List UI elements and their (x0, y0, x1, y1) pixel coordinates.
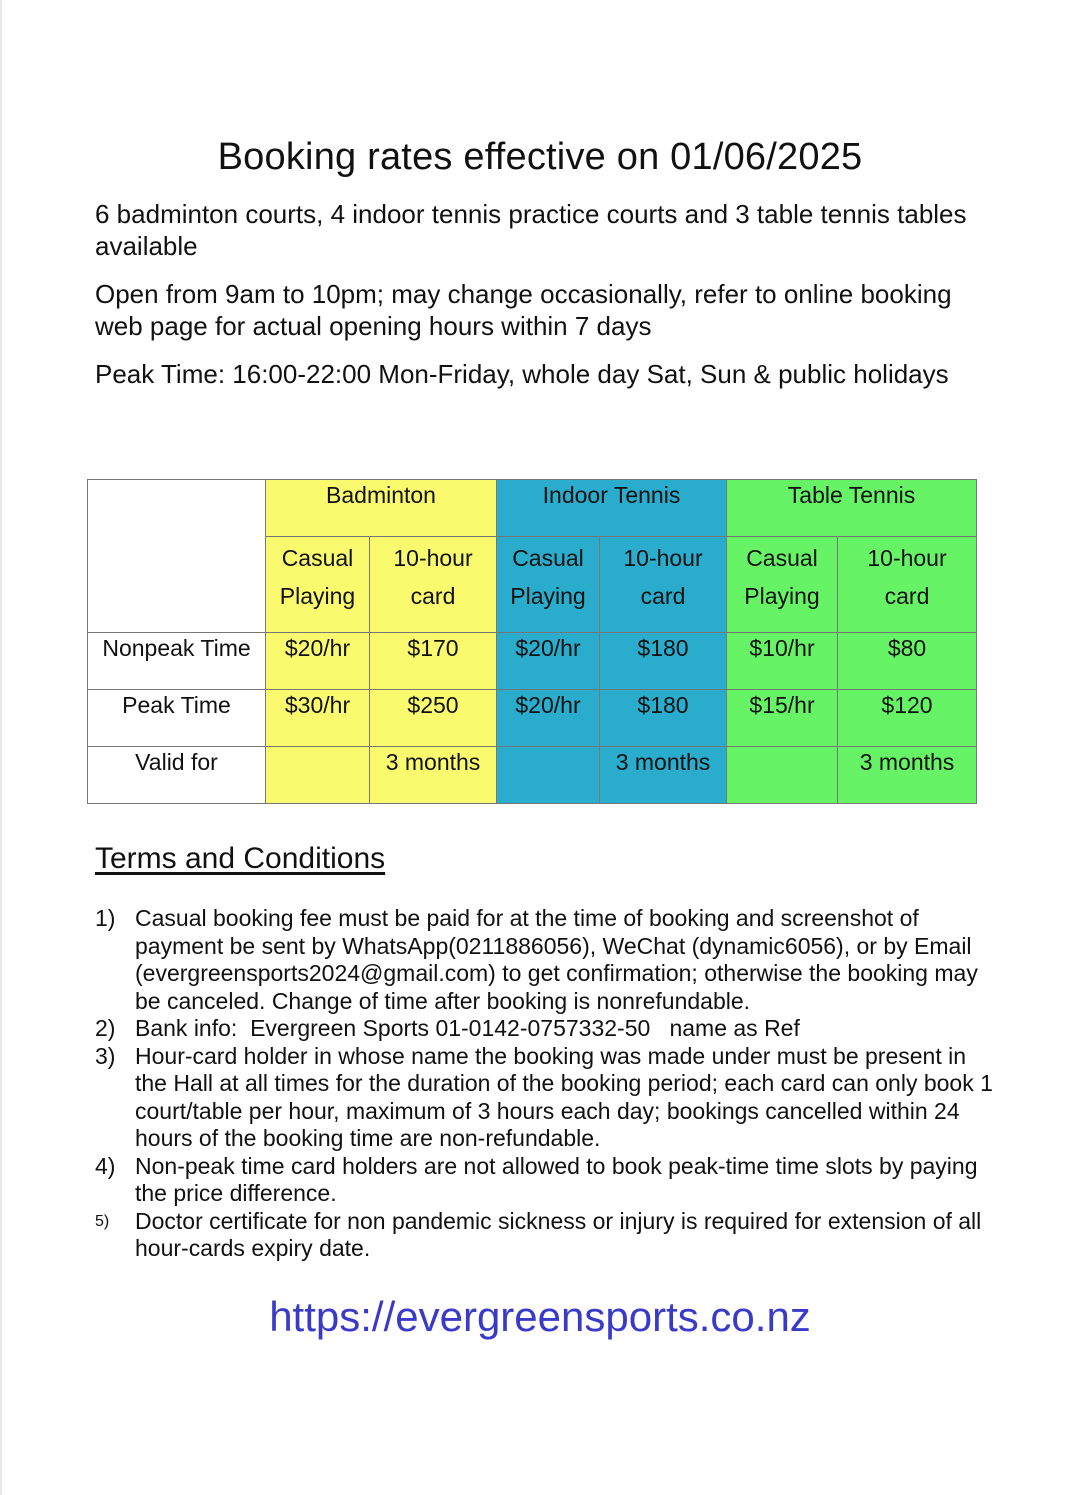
price-cell: $250 (370, 690, 497, 747)
table-tennis-header: Table Tennis (727, 480, 977, 537)
facilities-text: 6 badminton courts, 4 indoor tennis practice courts and 3 table tennis tables available (95, 199, 967, 261)
price-cell: $10/hr (727, 633, 838, 690)
list-item (95, 905, 995, 1015)
row-label: Peak Time (88, 690, 266, 747)
price-cell: $20/hr (266, 633, 370, 690)
list-item (95, 1043, 995, 1153)
hour-card-header: 10-hour card (838, 537, 977, 633)
terms-list (95, 905, 995, 1263)
validity-cell: 3 months (600, 747, 727, 804)
opening-hours-text: Open from 9am to 10pm; may change occasionally, refer to online booking web page for actual opening hours within 7 days (95, 279, 952, 341)
price-cell: $30/hr (266, 690, 370, 747)
item-number: 1) (95, 905, 116, 931)
validity-cell (727, 747, 838, 804)
item-text: Non-peak time card holders are not allowed to book peak-time time slots by paying the price difference. (135, 1152, 978, 1206)
page-edge (0, 0, 2, 1495)
badminton-header: Badminton (266, 480, 497, 537)
price-cell: $15/hr (727, 690, 838, 747)
nonpeak-row (88, 633, 977, 690)
rates-table (87, 479, 977, 804)
item-text: Hour-card holder in whose name the booking was made under must be present in the Hall at all times for the duration of the booking period; each card can only book 1 court/table per hour, maximum of 3 hours each day; bookings cancelled within 24 hours of the booking time are non-refundable. (135, 1042, 993, 1151)
page-title: Booking rates effective on 01/06/2025 (217, 136, 863, 178)
list-item (95, 1208, 995, 1263)
indoor-tennis-header: Indoor Tennis (497, 480, 727, 537)
item-text: Doctor certificate for non pandemic sickness or injury is required for extension of all hour-cards expiry date. (135, 1207, 982, 1261)
validity-cell: 3 months (370, 747, 497, 804)
item-text: Bank info: Evergreen Sports 01-0142-0757332-50 name as Ref (135, 1015, 800, 1041)
casual-playing-header: Casual Playing (266, 537, 370, 633)
hour-card-header: 10-hour card (370, 537, 497, 633)
item-number: 5) (95, 1212, 110, 1230)
price-cell: $120 (838, 690, 977, 747)
validity-cell (266, 747, 370, 804)
price-cell: $20/hr (497, 690, 600, 747)
validity-cell: 3 months (838, 747, 977, 804)
casual-playing-header: Casual Playing (727, 537, 838, 633)
terms-heading: Terms and Conditions (95, 842, 386, 875)
casual-playing-header: Casual Playing (497, 537, 600, 633)
validity-row (88, 747, 977, 804)
item-number: 2) (95, 1015, 116, 1041)
sport-header-row (88, 480, 977, 537)
peak-row (88, 690, 977, 747)
item-number: 3) (95, 1042, 116, 1069)
list-item (95, 1015, 995, 1043)
validity-cell (497, 747, 600, 804)
price-cell: $180 (600, 690, 727, 747)
price-cell: $20/hr (497, 633, 600, 690)
hour-card-header: 10-hour card (600, 537, 727, 633)
price-cell: $170 (370, 633, 497, 690)
row-label: Valid for (88, 747, 266, 804)
empty-corner-cell (88, 480, 266, 633)
list-item (95, 1153, 995, 1208)
row-label: Nonpeak Time (88, 633, 266, 690)
peak-time-text: Peak Time: 16:00-22:00 Mon-Friday, whole day Sat, Sun & public holidays (95, 359, 949, 389)
price-cell: $80 (838, 633, 977, 690)
item-text: Casual booking fee must be paid for at the time of booking and screenshot of payment be sent by WhatsApp(0211886056), WeChat (dynamic6056), or by Email (evergreensports2024@gmail.com) to get confirmation; otherwise the booking may be canceled. Change of time after booking is nonrefundable. (135, 905, 978, 1014)
price-cell: $180 (600, 633, 727, 690)
item-number: 4) (95, 1152, 116, 1179)
website-link[interactable]: https://evergreensports.co.nz (269, 1293, 811, 1340)
